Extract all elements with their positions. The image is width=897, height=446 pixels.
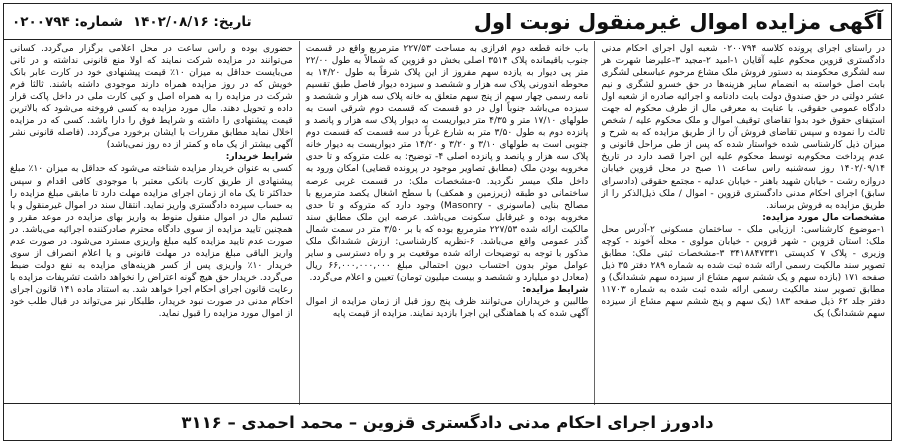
column-left — [4, 41, 300, 405]
auction-notice — [3, 3, 892, 441]
date-number-box — [12, 14, 252, 30]
column-right — [595, 41, 891, 405]
notice-header — [4, 4, 891, 40]
specs-paragraph: ۱-موضوع کارشناسی: ارزیابی ملک - ساختمان مسکونی ۲-آدرس محل ملک: استان قزوین - شهر قزوین - خیابان مولوی - محله آخوند - کوچه وزیری - پلاک ۷ کدپستی ۳۴۱۸۸۴۷۳۳۱ ۳-مشخصات ثبتی ملک: مطابق تصویر سند مالکیت رسمی ارائه شده ثبت شده به شماره ۲۸۹ دفتر ۳۵ ذیل صفحه ۱۷۱ (بازده سهم و یک ششم سهم مشاع از سیزده سهم ششدانگ) و مطابق تصویر سند مالکیت رسمی ارائه شده ثبت شده به شماره ۱۱۷۰۳ دفتر جلد ۶۲ ذیل صفحه ۱۸۳ (یک سهم و پنج ششم سهم مشاع از سیزده سهم ششدانگ) یک — [601, 224, 885, 320]
buyer-paragraph: کسی به عنوان خریدار مزایده شناخته می‌شود که حداقل به میزان ۱۰٪ مبلغ پیشنهادی از طریق کارت بانکی معتبر با موجودی کافی اقدام و سپس حداکثر تا یک ماه از زمان اجرای مزایده مهلت دارد تا مابقی مبلغ مزایده را به حساب سپرده دادگستری واریز نماید. انتقال سند در اموال غیرمنقول و یا تسلیم مال در اموال منقول منوط به واریز بهای مزایده در موعد مقرر و همچنین تایید مزایده از سوی دادگاه محترم صادرکننده اجرائیه می‌باشد. در صورت عدم تایید مزایده کلیه مبلغ واریزی مسترد می‌شود. در صورت عدم واریز الباقی مبلغ مزایده در مهلت قانونی و یا اعلام انصراف از سوی خریدار ۱۰٪ واریزی پس از کسر هزینه‌های مزایده به نفع دولت ضبط می‌گردد. خریدار حق هیچ گونه اعتراض را نخواهد داشت تشریفات مزایده با رعایت قانون اجرای احکام اجرا خواهد شد. به استناد ماده ۱۴۱ قانون اجرای احکام مدنی در صورت نبود خریدار، طلبکار نیز می‌تواند در قبال طلب خود از اموال مورد مزایده را قبول نماید. — [10, 164, 293, 320]
terms-paragraph: طالبین و خریداران می‌توانند ظرف پنج روز قبل از زمان مزایده از اموال آگهی شده که با هماهنگی این اجرا بازدید نمایند. مزایده از قیمت پایه — [305, 296, 589, 320]
terms-heading: شرایط مزایده: — [522, 284, 589, 295]
notice-date: تاریخ: ۱۴۰۲/۰۸/۱۶ — [132, 13, 252, 30]
buyer-heading: شرایط خریدار: — [225, 152, 293, 163]
signature-footer: دادورز اجرای احکام مدنی دادگستری قزوین – محمد احمدی – ۳۱۱۶ — [4, 403, 891, 440]
specs-heading: مشخصات مال مورد مزایده: — [762, 212, 885, 223]
intro-paragraph: در راستای اجرای پرونده کلاسه ۰۲۰۰۷۹۴ شعبه اول اجرای احکام مدنی دادگستری قزوین محکوم علیه آقایان ۱-امید ۲-مجید ۳-علیرضا شهرت هر سه لشگری محکومند به دستور فروش ملک مشاع مرحوم عباسعلی لشگری بابت اصل خواسته به انضمام سایر هزینه‌ها در حق خسرو لشگری و نیم عشر دولتی در حق صندوق دولت بابت دادنامه و اجرائیه صادره از شعبه اول دادگاه عمومی حقوقی. با عنایت به معرفی مال از طرف محکوم له جهت استیفای حقوق خود بدوا تقاضای توقیف اموال و ملک محکوم علیه / شخص ثالث را نموده و سپس تقاضای فروش آن را از طریق مزایده که به شرح و میزان ذیل کارشناسی شده خواستار شده که پس از طی مراحل قانونی و عدم پرداخت محکوم‌به توسط محکوم علیه این اجرا قصد دارد در تاریخ ۱۴۰۲/۰۹/۱۴ روز سه‌شنبه راس ساعت ۱۱ صبح در محل قزوین خیابان دروازه رشت - خیابان شهید باهنر - خیابان عدلیه - مجتمع حقوقی (دادسرای سابق) اجرای احکام مدنی دادگستری قزوین - اموال / ملک ذیل‌الذکر را از طریق مزایده به فروش برساند. — [601, 44, 886, 211]
notice-columns — [4, 41, 891, 405]
column-middle — [300, 41, 596, 405]
property-details-paragraph: باب خانه قطعه دوم افرازی به مساحت ۲۲۷/۵۳ مترمربع واقع در قسمت جنوب باقیمانده پلاک ۳۵۱۴ اصلی بخش دو قزوین که شمالاً به طول ۲۲/۰۰ متر پی دیوار به یازده سهم مفروز از این پلاک شرقاً به طول ۱۴/۲۰ به محوطه اندورنی پلاک سه هزار و ششصد و سیزده دیوار فاصل طبق تقسیم نامه رسمی چهار سهم از پنج سهم متعلق به خانه پلاک سه هزار و ششصد و سیزده می‌باشد جنوباً اول در دو قسمت که قسمت دوم شرقی است به طولهای ۱۷/۱۰ متر و ۴/۳۵ متر دیواریست به دیوار پلاک سه هزار و پانصد و پانزده دوم به طول ۳/۵۰ متر به شارع غرباً در سه قسمت که قسمت دوم جنوبی است به طولهای ۳/۱۰ و ۳/۲۰ و ۱۴/۲۰ متر دیواریست به دیوار خانه پلاک سه هزار و پانصد و پانزده اصلی ۴- توضیح: به علت متروکه و تا حدی مخروبه بودن ملک (مطابق تصاویر موجود در پرونده قضایی) امکان ورود به داخل ملک میسر نگردید. ۵-مشخصات ملک: در قسمت غربی عرصه ساختمانی دو طبقه (زیرزمین و همکف) با سطح اشغال یکصد مترمربع با مصالح بنایی (ماسونری - Masonry) وجود دارد که متروکه و تا حدی مخروبه بوده و غیرقابل سکونت می‌باشد. عرصه این ملک مطابق سند مالکیت ارائه شده ۲۲۷/۵۳ مترمربع بوده که با بر ۳/۵۰ متر در سمت شمال گذر عمومی واقع می‌باشد. ۶-نظریه کارشناسی: ارزش ششدانگ ملک مذکور با توجه به توضیحات ارائه شده موقعیت بر و راه دسترسی و سایر عوامل موثر بدون احتساب دیون احتمالی مبلغ ۶۶,۰۰۰,۰۰۰,۰۰۰ ریال (معادل دو میلیارد و ششصد و بیست میلیون تومان) تعیین و اعلام می‌گردد. — [305, 44, 589, 283]
notice-title: آگهی مزایده اموال غیرمنقول نوبت اول — [473, 9, 883, 34]
notice-number: شماره: ۰۲۰۰۷۹۴ — [12, 13, 123, 30]
auction-rules-paragraph: حضوری بوده و راس ساعت در محل اعلامی برگزار می‌گردد. کسانی می‌توانند در مزایده شرکت نمایند که اولا منع قانونی نداشته و در ثانی می‌بایست حداقل به میزان ۱۰٪ قیمت پیشنهادی خود در کارت عابر بانک خویش که در روز مزایده همراه دارند موجودی داشته باشند. ثالثا فرم شرکت در مزایده را به همراه اصل و کپی کارت ملی در داخل پاکت قرار داده و تحویل دهند. مال مورد مزایده به کسی فروخته می‌شود که بالاترین قیمت پیشنهادی را داشته و شرایط فوق را دارا باشد. کسی که در مزایده اخلال نماید مطابق مقررات با ایشان برخورد می‌گردد. (فاصله قانونی نشر آگهی بیشتر از یک ماه و کمتر از ده روز نمی‌باشد) — [10, 44, 293, 151]
